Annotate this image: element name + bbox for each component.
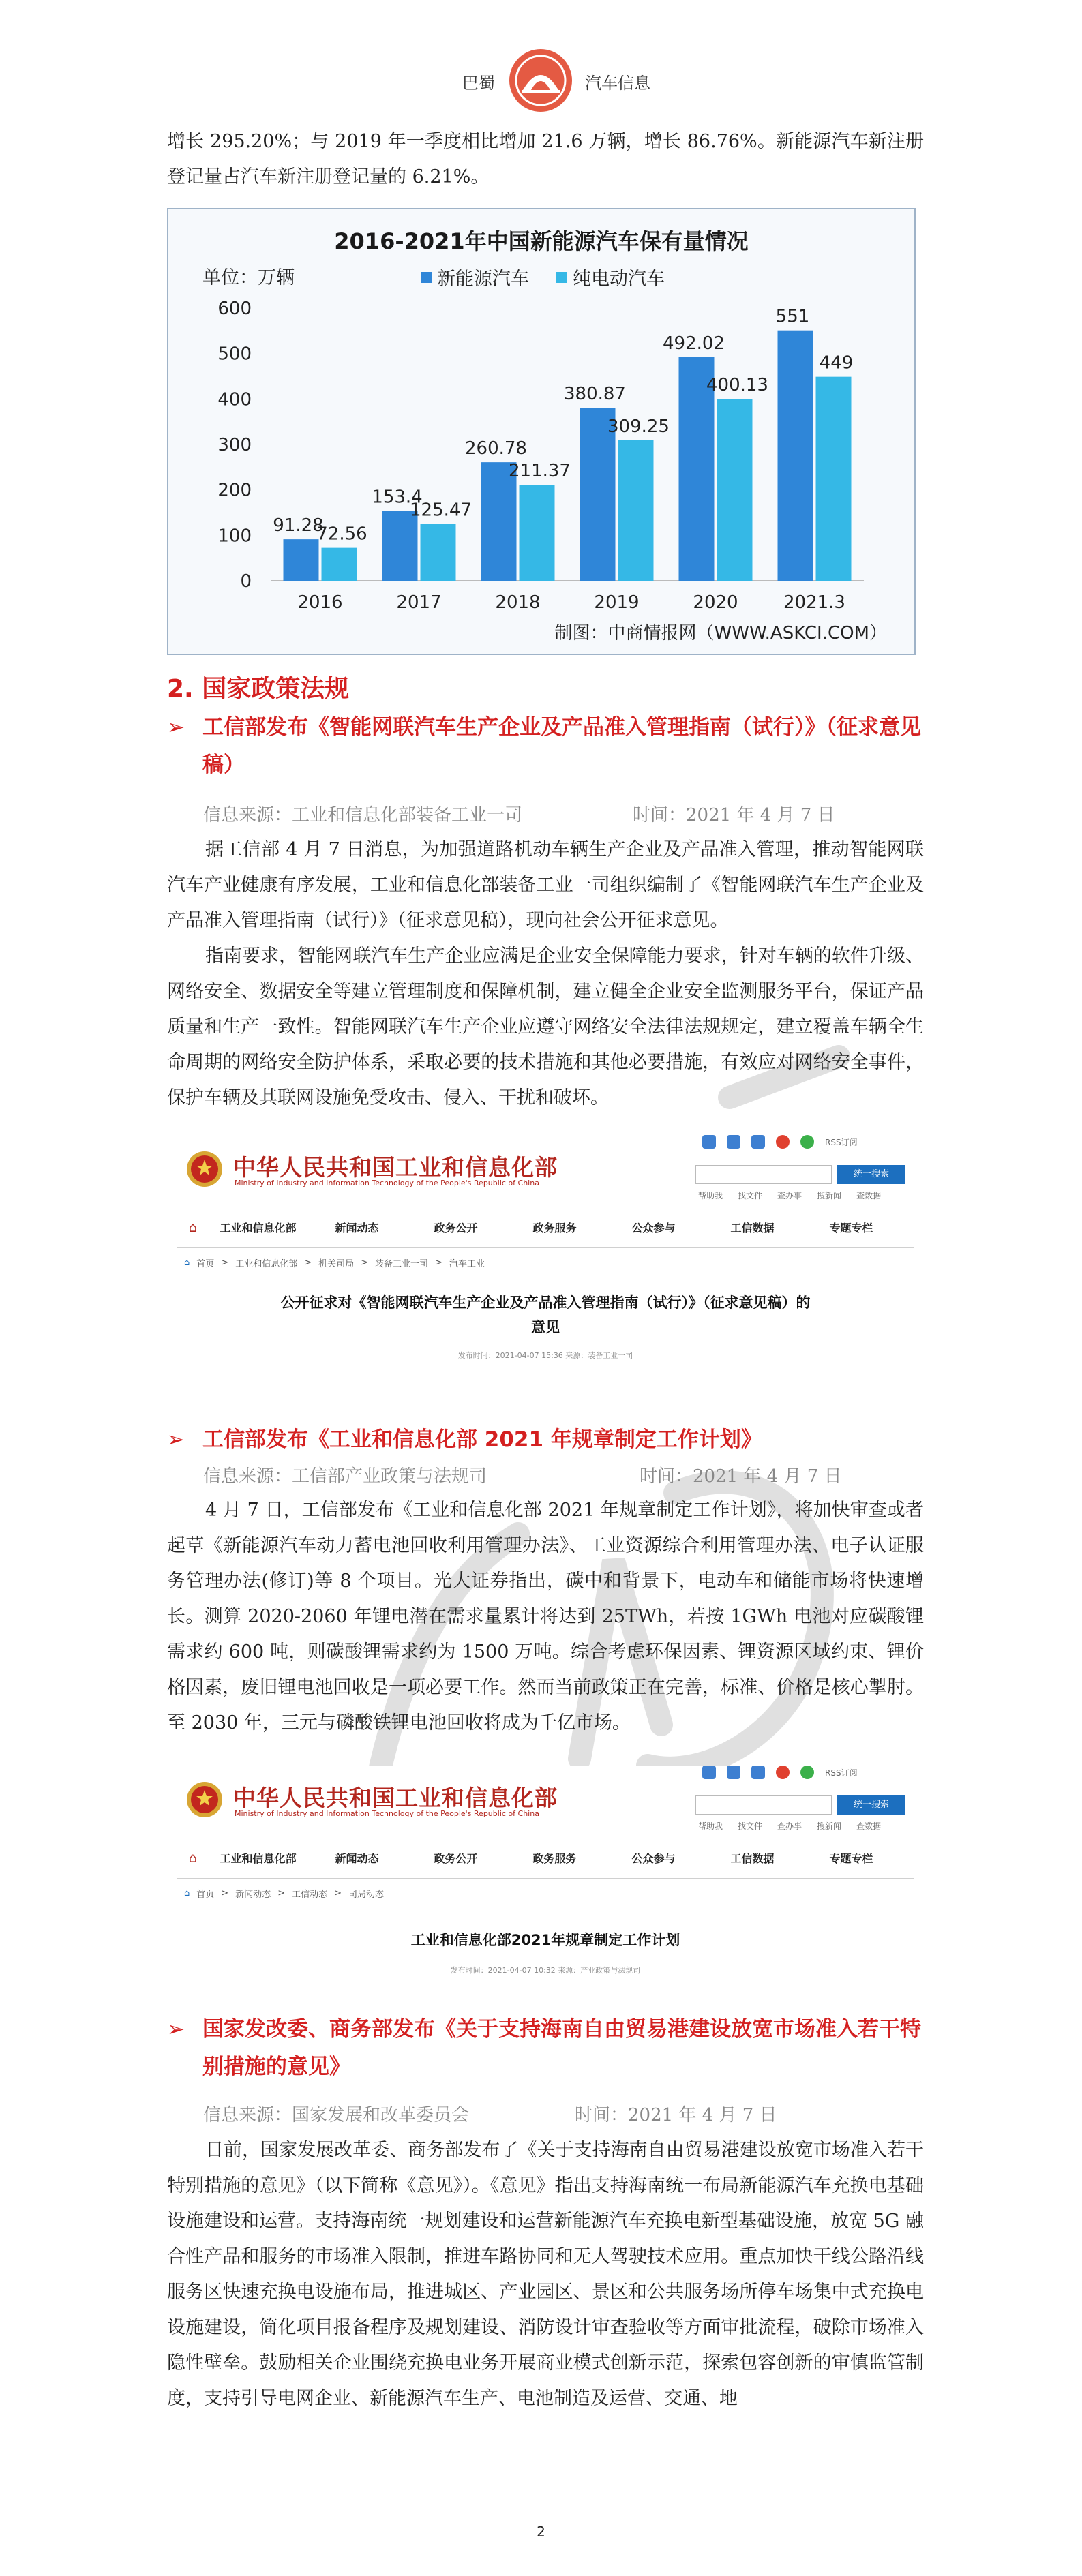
breadcrumb-sep: > — [435, 1258, 442, 1268]
site-quick-links — [698, 1189, 881, 1201]
quick-link[interactable]: 帮助我 — [698, 1191, 723, 1200]
x-tick-label: 2021.3 — [783, 592, 845, 613]
divider — [177, 1878, 914, 1879]
y-tick-label: 300 — [217, 435, 252, 455]
x-tick-label: 2019 — [594, 592, 640, 613]
news-1-time: 时间：2021 年 4 月 7 日 — [633, 805, 835, 825]
news-1-paragraph-2: 指南要求，智能网联汽车生产企业应满足企业安全保障能力要求，针对车辆的软件升级、网络安全、数据安全等建立管理制度和保障机制，建立健全企业安全监测服务平台，保证产品质量和生产一致性。智能网联汽车生产企业应遵守网络安全法律法规规定，建立覆盖车辆全生命周期的网络安全防护体系，采取必要的技术措施和其他必要措施，有效应对网络安全事件，保护车辆及其联网设施免受攻击、侵入、干扰和破坏。 — [167, 945, 924, 1108]
nav-item[interactable]: 政务服务 — [532, 1221, 577, 1234]
y-tick-label: 200 — [217, 480, 252, 501]
quick-link[interactable]: 找文件 — [738, 1191, 763, 1200]
header-right-text: 汽车信息 — [585, 74, 650, 93]
site-tool-icons — [702, 1135, 858, 1149]
miit-screenshot-1 — [177, 1135, 914, 1380]
miit-screenshot-2 — [177, 1766, 914, 1997]
breadcrumb-item[interactable]: 司局动态 — [348, 1890, 385, 1900]
quick-link[interactable]: 找文件 — [738, 1821, 763, 1831]
legend-label-bev: 纯电动汽车 — [573, 269, 665, 290]
news-1-paragraph-1: 据工信部 4 月 7 日消息，为加强道路机动车辆生产企业及产品准入管理，推动智能网联汽车产业健康有序发展，工业和信息化部装备工业一司组织编制了《智能网联汽车生产企业及产品准入管理指南（试行）》（征求意见稿），现向社会公开征求意见。 — [167, 839, 924, 931]
breadcrumb — [184, 1887, 384, 1900]
legend-label-nev: 新能源汽车 — [437, 269, 529, 290]
news-3-meta — [203, 2101, 777, 2126]
breadcrumb-item[interactable]: 装备工业一司 — [375, 1259, 429, 1269]
bar-nev — [382, 511, 418, 581]
data-label: 260.78 — [465, 438, 527, 459]
national-emblem-icon — [185, 1781, 224, 1819]
quick-link[interactable]: 帮助我 — [698, 1821, 723, 1831]
mobile-icon[interactable] — [727, 1766, 740, 1779]
news-title-1 — [167, 709, 931, 784]
y-tick-label: 0 — [240, 571, 252, 592]
news-2-time: 时间：2021 年 4 月 7 日 — [640, 1466, 842, 1487]
nav-item[interactable]: 工业和信息化部 — [220, 1221, 297, 1234]
nav-item[interactable]: 新闻动态 — [335, 1851, 379, 1865]
divider — [177, 1247, 914, 1248]
bar-bev — [421, 524, 456, 581]
nav-item[interactable]: 公众参与 — [631, 1851, 676, 1865]
site-nav — [177, 1844, 914, 1871]
site-search-input[interactable] — [695, 1795, 832, 1815]
data-label: 153.4 — [372, 487, 423, 508]
breadcrumb-item[interactable]: 汽车工业 — [449, 1259, 485, 1269]
site-article-title: 工业和信息化部2021年规章制定工作计划 — [410, 1932, 680, 1948]
accessibility-icon[interactable] — [702, 1135, 716, 1149]
quick-link[interactable]: 查数据 — [856, 1821, 882, 1831]
news-3-paragraph-1: 日前，国家发展改革委、商务部发布了《关于支持海南自由贸易港建设放宽市场准入若干特别措施的意见》（以下简称《意见》）。《意见》指出支持海南统一布局新能源汽车充换电基础设施建设和运营。支持海南统一规划建设和运营新能源汽车充换电新型基础设施，放宽 5G 融合性产品和服务的市场准入限制，推进车路协同和无人驾驶技术应用。重点加快干线公路沿线服务区快速充换电设施布局，推进城区、产业园区、景区和公共服务场所停车场集中式充换电设施建设，简化项目报备程序及规划建设、消防设计审查验收等方面审批流程，破除市场准入隐性壁垒。鼓励相关企业围绕充换电业务开展商业模式创新示范，探索包容创新的审慎监管制度，支持引导电网企业、新能源汽车生产、电池制造及运营、交通、地 — [167, 2140, 924, 2409]
page-header — [0, 48, 1082, 123]
bashu-logo-icon — [508, 48, 573, 113]
chart-unit-label: 单位：万辆 — [202, 267, 295, 288]
breadcrumb-sep: > — [334, 1888, 342, 1898]
national-emblem-icon — [185, 1150, 224, 1188]
y-tick-label: 500 — [217, 344, 252, 365]
breadcrumb-item[interactable]: 机关司局 — [318, 1259, 355, 1269]
news-title-3 — [167, 2011, 931, 2086]
weibo-icon[interactable] — [776, 1766, 790, 1779]
chart-plot — [168, 209, 914, 654]
nav-item[interactable]: 工业和信息化部 — [220, 1851, 297, 1865]
breadcrumb-item[interactable]: 工业和信息化部 — [235, 1259, 298, 1269]
arrow-icon: ➢ — [167, 715, 185, 740]
news-2-meta — [203, 1462, 842, 1487]
arrow-icon: ➢ — [167, 2017, 185, 2042]
y-tick-label: 100 — [217, 526, 252, 547]
news-3-source: 信息来源：国家发展和改革委员会 — [203, 2105, 470, 2125]
weibo-icon[interactable] — [776, 1135, 790, 1149]
breadcrumb-item[interactable]: 工信动态 — [292, 1890, 328, 1900]
site-article-title: 公开征求对《智能网联汽车生产企业及产品准入管理指南（试行）》（征求意见稿）的意见 — [280, 1294, 811, 1335]
x-tick-label: 2018 — [495, 592, 541, 613]
news-1-meta — [203, 801, 835, 826]
intro-paragraph: 增长 295.20%；与 2019 年一季度相比增加 21.6 万辆，增长 86.76%。新能源汽车新注册登记量占汽车新注册登记量的 6.21%。 — [167, 131, 924, 187]
news-title-1-text: 工信部发布《智能网联汽车生产企业及产品准入管理指南（试行）》（征求意见稿） — [202, 715, 921, 777]
news-title-2-text: 工信部发布《工业和信息化部 2021 年规章制定工作计划》 — [202, 1427, 762, 1452]
nav-item[interactable]: 公众参与 — [631, 1221, 676, 1234]
data-label: 91.28 — [273, 515, 324, 536]
data-label: 551 — [775, 306, 810, 327]
nav-item[interactable]: 专题专栏 — [829, 1851, 873, 1865]
news-2-paragraph-1: 4 月 7 日，工信部发布《工业和信息化部 2021 年规章制定工作计划》，将加快审查或者起草《新能源汽车动力蓄电池回收利用管理办法》、工业资源综合利用管理办法、电子认证服务管理办法(修订)等 8 个项目。光大证券指出，碳中和背景下，电动车和储能市场将快速增长。测算 2020-2060 年锂电潜在需求量累计将达到 25TWh，若按 1GWh 电池对应碳酸锂需求约 600 吨，则碳酸锂需求约为 1500 万吨。综合考虑环保因素、锂资源区域约束、锂价格因素，废旧锂电池回收是一项必要工作。然而当前政策正在完善，标准、价格是核心掣肘。至 2030 年，三元与磷酸铁锂电池回收将成为千亿市场。 — [167, 1500, 924, 1733]
mobile-icon[interactable] — [727, 1135, 740, 1149]
data-label: 211.37 — [509, 461, 571, 482]
section-heading: 2. 国家政策法规 — [167, 675, 350, 703]
nav-item[interactable]: 工信数据 — [730, 1851, 775, 1865]
bar-bev — [717, 399, 753, 581]
chart-source: 制图：中商情报网（WWW.ASKCI.COM） — [554, 623, 887, 643]
rss-link[interactable]: RSS订阅 — [825, 1137, 858, 1147]
breadcrumb-item[interactable]: 首页 — [196, 1890, 215, 1900]
site-name: 中华人民共和国工业和信息化部 — [233, 1785, 558, 1811]
news-2-source: 信息来源：工信部产业政策与法规司 — [203, 1466, 487, 1487]
home-icon[interactable]: ⌂ — [188, 1849, 198, 1866]
site-search-input[interactable] — [695, 1165, 832, 1184]
breadcrumb-sep: > — [304, 1258, 312, 1268]
quick-link[interactable]: 查数据 — [856, 1191, 882, 1200]
nav-item[interactable]: 政务公开 — [434, 1851, 478, 1865]
vehicle-stock-chart — [167, 208, 916, 655]
breadcrumb-item[interactable]: 首页 — [196, 1259, 215, 1269]
breadcrumb-sep: > — [277, 1888, 286, 1898]
arrow-icon: ➢ — [167, 1427, 185, 1452]
breadcrumb — [184, 1256, 485, 1269]
x-tick-label: 2016 — [297, 592, 343, 613]
home-icon[interactable]: ⌂ — [188, 1219, 198, 1235]
mail-icon[interactable] — [751, 1135, 765, 1149]
data-label: 449 — [819, 352, 854, 374]
bar-bev — [322, 548, 357, 581]
breadcrumb-sep: > — [221, 1888, 229, 1898]
rss-link[interactable]: RSS订阅 — [825, 1768, 858, 1778]
nav-item[interactable]: 专题专栏 — [829, 1221, 873, 1234]
site-name-en: Ministry of Industry and Information Technology of the People's Republic of China — [235, 1179, 539, 1187]
site-tool-icons — [702, 1766, 858, 1779]
wechat-icon[interactable] — [800, 1766, 814, 1779]
wechat-icon[interactable] — [800, 1135, 814, 1149]
y-tick-label: 600 — [217, 299, 252, 319]
nav-item[interactable]: 政务公开 — [434, 1221, 478, 1234]
bar-bev — [816, 377, 852, 581]
data-label: 492.02 — [663, 333, 725, 354]
data-label: 400.13 — [706, 375, 768, 396]
home-icon: ⌂ — [184, 1888, 190, 1898]
bar-bev — [618, 440, 654, 581]
nav-item[interactable]: 政务服务 — [532, 1851, 577, 1865]
bar-bev — [520, 485, 555, 581]
breadcrumb-sep: > — [361, 1258, 369, 1268]
page-number: 2 — [537, 2524, 545, 2540]
breadcrumb-sep: > — [221, 1258, 229, 1268]
quick-link[interactable]: 搜新闻 — [817, 1191, 842, 1200]
chart-title: 2016-2021年中国新能源汽车保有量情况 — [334, 228, 749, 254]
data-label: 125.47 — [410, 500, 472, 521]
site-name: 中华人民共和国工业和信息化部 — [233, 1154, 558, 1181]
nav-item[interactable]: 新闻动态 — [335, 1221, 379, 1234]
quick-link[interactable]: 查办事 — [777, 1191, 802, 1200]
x-tick-label: 2020 — [693, 592, 738, 613]
accessibility-icon[interactable] — [702, 1766, 716, 1779]
news-title-3-text: 国家发改委、商务部发布《关于支持海南自由贸易港建设放宽市场准入若干特别措施的意见》 — [202, 2017, 921, 2079]
bar-nev — [778, 331, 813, 581]
site-quick-links — [698, 1820, 881, 1832]
home-icon: ⌂ — [184, 1258, 190, 1268]
news-3-time: 时间：2021 年 4 月 7 日 — [575, 2105, 777, 2125]
site-nav — [177, 1213, 914, 1241]
site-article-meta: 发布时间：2021-04-07 15:36 来源：装备工业一司 — [457, 1351, 633, 1360]
data-label: 380.87 — [564, 384, 626, 405]
news-title-2 — [167, 1421, 931, 1459]
data-label: 309.25 — [607, 416, 670, 437]
news-1-source: 信息来源：工业和信息化部装备工业一司 — [203, 805, 523, 825]
quick-link[interactable]: 搜新闻 — [817, 1821, 842, 1831]
bar-nev — [284, 539, 319, 581]
site-article-meta: 发布时间：2021-04-07 10:32 来源：产业政策与法规司 — [450, 1966, 641, 1975]
breadcrumb-item[interactable]: 新闻动态 — [235, 1890, 271, 1900]
mail-icon[interactable] — [751, 1766, 765, 1779]
header-left-text: 巴蜀 — [462, 74, 495, 93]
x-tick-label: 2017 — [396, 592, 442, 613]
nav-item[interactable]: 工信数据 — [730, 1221, 775, 1234]
site-search-button[interactable]: 统一搜索 — [837, 1165, 905, 1184]
y-tick-label: 400 — [217, 389, 252, 410]
site-search-button[interactable]: 统一搜索 — [837, 1795, 905, 1815]
quick-link[interactable]: 查办事 — [777, 1821, 802, 1831]
data-label: 72.56 — [316, 524, 367, 545]
site-name-en: Ministry of Industry and Information Technology of the People's Republic of China — [235, 1809, 539, 1818]
